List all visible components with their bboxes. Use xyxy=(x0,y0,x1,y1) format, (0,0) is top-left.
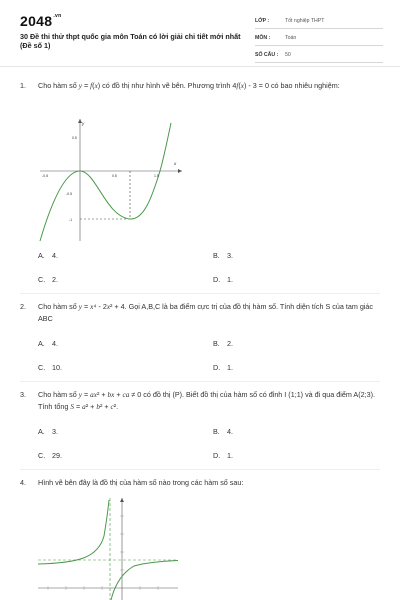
option-text: 4. xyxy=(52,251,58,260)
option-letter: A. xyxy=(38,427,45,436)
option-3a[interactable] xyxy=(38,427,58,436)
option-text: 29. xyxy=(52,451,62,460)
y-axis-arrow xyxy=(120,498,124,502)
hyperbola-left-branch xyxy=(38,500,109,564)
option-1c[interactable] xyxy=(38,275,58,284)
meta-value: Tốt nghiệp THPT xyxy=(285,18,325,24)
option-2a[interactable] xyxy=(38,339,58,348)
option-1a[interactable] xyxy=(38,251,58,260)
question-divider xyxy=(20,381,380,382)
option-letter: C. xyxy=(38,275,46,284)
option-letter: B. xyxy=(213,251,220,260)
option-letter: C. xyxy=(38,363,46,372)
question-number: 2. xyxy=(20,302,26,311)
option-text: 4. xyxy=(227,427,233,436)
question-divider xyxy=(20,293,380,294)
option-text: 2. xyxy=(227,339,233,348)
question-text: Cho hàm số y = x⁴ - 2x² + 4. Gọi A,B,C là ba điểm cực trị của đồ thị hàm số. Tính diện tích S của tam giác ABC xyxy=(38,302,374,323)
site-logo[interactable] xyxy=(20,13,61,29)
meta-key: SỐ CÂU : xyxy=(255,52,279,58)
question-text: Hình vẽ bên đây là đồ thị của hàm số nào trong các hàm số sau: xyxy=(38,478,244,487)
question-number: 1. xyxy=(20,81,26,90)
meta-key: LỚP : xyxy=(255,18,270,24)
question-3 xyxy=(20,389,380,413)
meta-info xyxy=(255,14,383,65)
hyperbola-right-branch xyxy=(111,561,178,600)
option-letter: D. xyxy=(213,275,221,284)
y-tick-label: -0.5 xyxy=(66,192,73,196)
meta-row-subject xyxy=(255,31,383,46)
option-1b[interactable] xyxy=(213,251,233,260)
option-letter: B. xyxy=(213,427,220,436)
option-text: 1. xyxy=(227,275,233,284)
meta-value: 50 xyxy=(285,52,291,58)
option-letter: A. xyxy=(38,339,45,348)
question-text: Cho hàm số y = f(x) có đồ thị như hình vẽ bên. Phương trình 4f(x) - 3 = 0 có bao nhiêu nghiệm: xyxy=(38,81,340,90)
x-axis-arrow xyxy=(178,169,182,173)
x-axis-label: x xyxy=(174,161,177,166)
meta-key: MÔN : xyxy=(255,35,271,41)
option-letter: A. xyxy=(38,251,45,260)
function-graph-1 xyxy=(36,117,186,245)
question-number: 4. xyxy=(20,478,26,487)
option-text: 1. xyxy=(227,451,233,460)
option-text: 1. xyxy=(227,363,233,372)
document-title: 30 Đề thi thử thpt quốc gia môn Toán có lời giải chi tiết mới nhất (Đề số 1) xyxy=(20,32,241,50)
option-1d[interactable] xyxy=(213,275,233,284)
option-3b[interactable] xyxy=(213,427,233,436)
meta-row-class xyxy=(255,14,383,29)
option-letter: D. xyxy=(213,451,221,460)
option-text: 10. xyxy=(52,363,62,372)
option-text: 3. xyxy=(227,251,233,260)
option-2d[interactable] xyxy=(213,363,233,372)
question-1 xyxy=(20,80,380,92)
meta-row-count xyxy=(255,48,383,63)
option-text: 3. xyxy=(52,427,58,436)
option-3d[interactable] xyxy=(213,451,233,460)
option-2b[interactable] xyxy=(213,339,233,348)
option-text: 2. xyxy=(52,275,58,284)
y-tick-label: -1 xyxy=(69,218,73,222)
header-divider xyxy=(0,66,400,67)
option-2c[interactable] xyxy=(38,363,62,372)
tick-marks xyxy=(48,516,158,590)
logo-text: 2048 xyxy=(20,13,53,29)
function-curve xyxy=(40,123,171,241)
y-axis-label: y xyxy=(82,121,85,126)
option-letter: C. xyxy=(38,451,46,460)
header xyxy=(0,0,400,64)
question-2 xyxy=(20,301,380,324)
question-text: Cho hàm số y = ax² + bx + ca ≠ 0 có đồ thị (P). Biết đồ thị của hàm số có đỉnh I (1;1) và đi qua điểm A(2;3). Tính tổng S = a² + b² + c². xyxy=(38,390,375,411)
option-3c[interactable] xyxy=(38,451,62,460)
meta-value: Toán xyxy=(285,35,297,41)
function-graph-4 xyxy=(38,496,178,600)
question-4 xyxy=(20,477,380,488)
option-letter: D. xyxy=(213,363,221,372)
question-number: 3. xyxy=(20,390,26,399)
option-text: 4. xyxy=(52,339,58,348)
logo-suffix: .vn xyxy=(53,13,62,19)
x-tick-label: 1.5 xyxy=(154,174,159,178)
option-letter: B. xyxy=(213,339,220,348)
x-tick-label: 0.5 xyxy=(112,174,117,178)
y-tick-label: 0.5 xyxy=(72,136,77,140)
x-tick-label: -0.5 xyxy=(42,174,49,178)
question-divider xyxy=(20,469,380,470)
